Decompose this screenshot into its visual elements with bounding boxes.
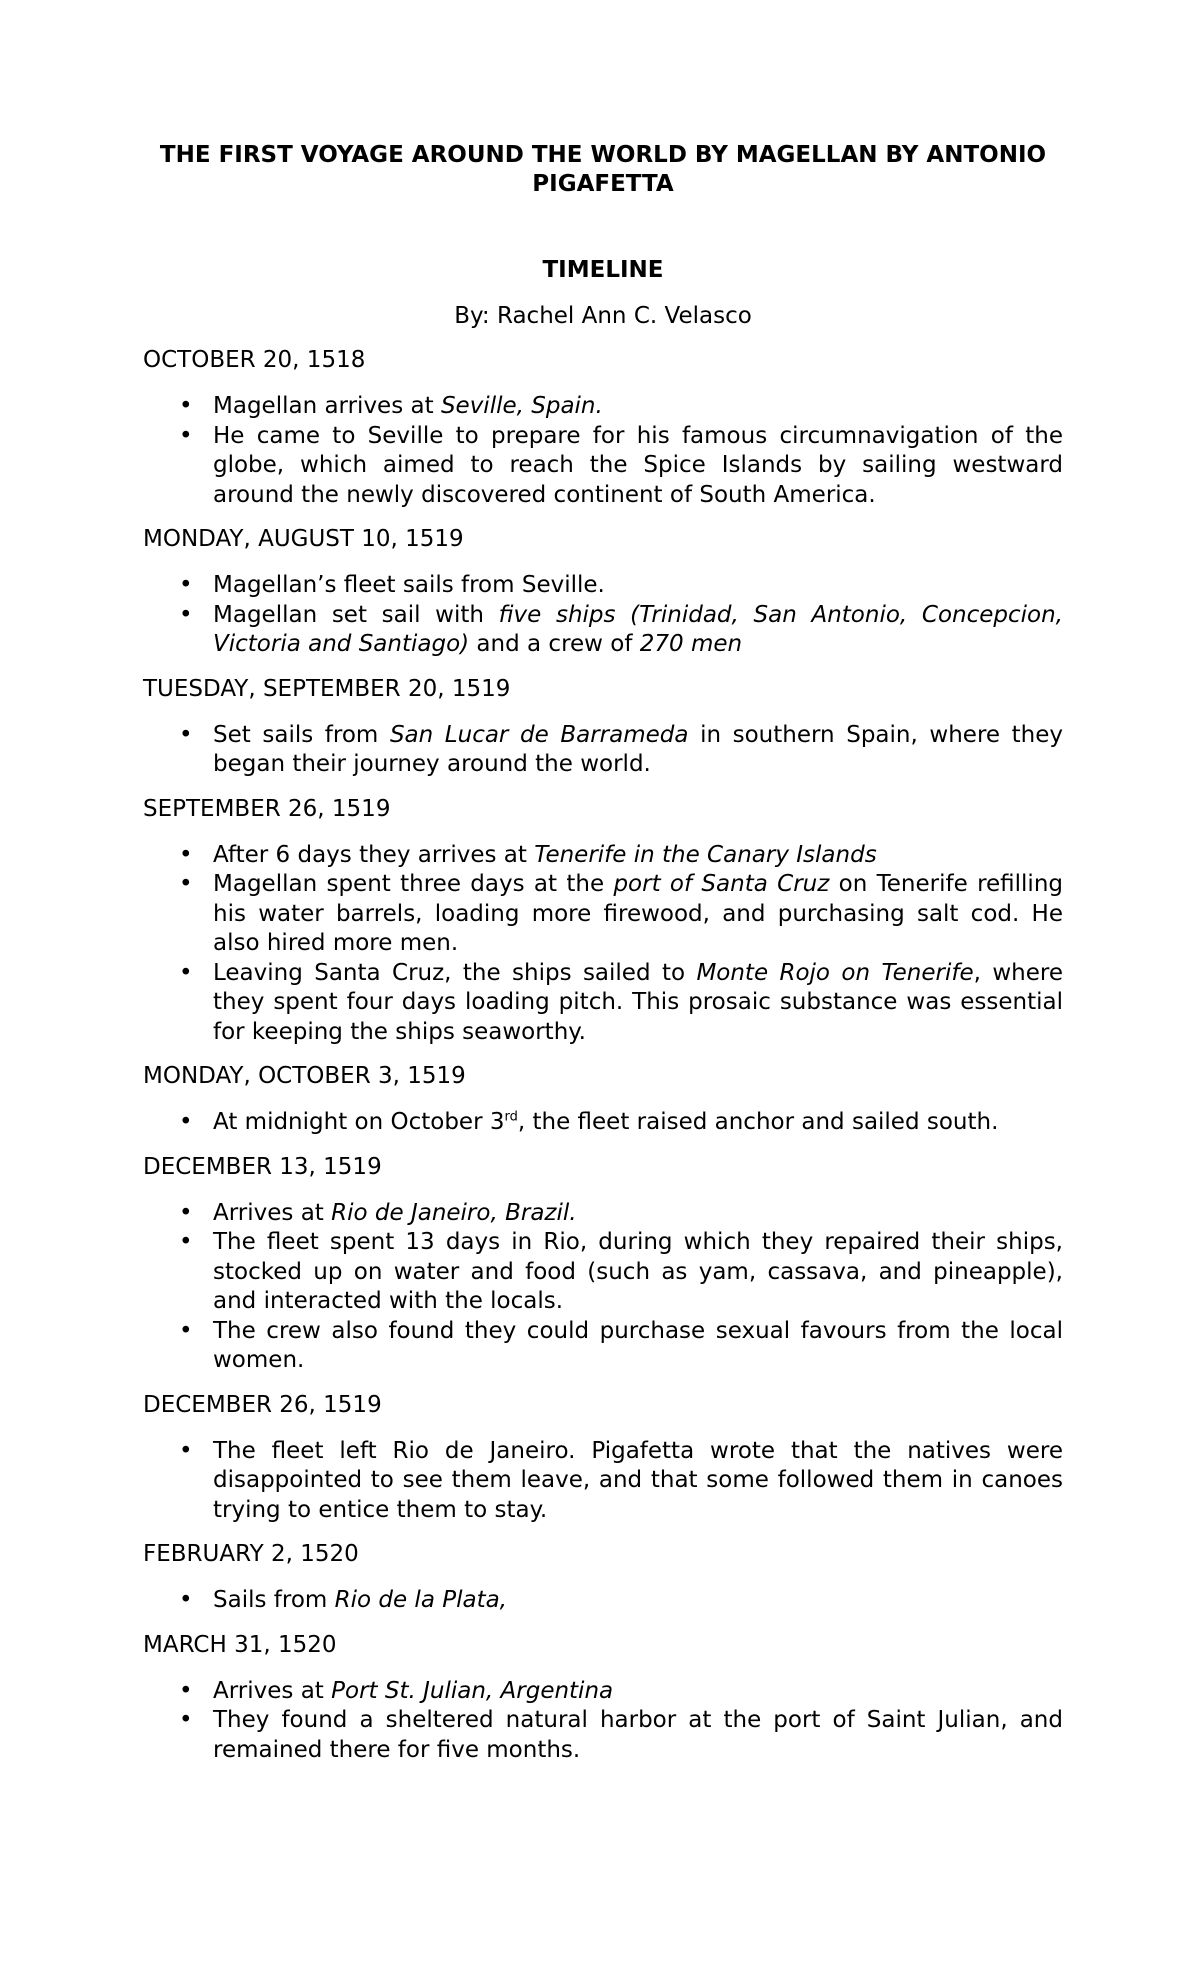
body-text: , the fleet raised anchor and sailed south. <box>517 1109 999 1135</box>
bullet-item <box>179 422 1063 511</box>
bullet-item <box>179 601 1063 660</box>
timeline-entry <box>143 1153 1063 1376</box>
body-text: Arrives at <box>213 1677 332 1704</box>
bullet-item <box>179 571 1063 601</box>
timeline-entry <box>143 1540 1063 1616</box>
bullet-list <box>143 1199 1063 1376</box>
timeline <box>143 346 1063 1765</box>
entry-date: DECEMBER 13, 1519 <box>143 1153 382 1180</box>
bullet-item <box>179 1586 1063 1616</box>
timeline-entry <box>143 675 1063 780</box>
italic-text: port of Santa Cruz <box>613 871 830 897</box>
bullet-icon: • <box>179 1229 193 1255</box>
bullet-item <box>179 392 1063 422</box>
bullet-list <box>143 1437 1063 1526</box>
timeline-entry <box>143 346 1063 510</box>
entry-date: OCTOBER 20, 1518 <box>143 347 366 373</box>
entry-date: SEPTEMBER 26, 1519 <box>143 795 391 822</box>
timeline-entry <box>143 1062 1063 1138</box>
body-text: Magellan arrives at <box>213 393 441 419</box>
italic-text: Port St. Julian, Argentina <box>331 1677 614 1704</box>
entry-date: TUESDAY, SEPTEMBER 20, 1519 <box>143 675 511 702</box>
bullet-list <box>143 571 1063 660</box>
body-text: After 6 days they arrives at <box>213 841 535 868</box>
bullet-item <box>179 1437 1063 1526</box>
body-text: , where they spent four days loading pitch. This prosaic substance was essential for keeping the ships seaworthy. <box>213 959 1063 1045</box>
body-text: They found a sheltered natural harbor at the port of Saint Julian, and remained there for five months. <box>213 1707 1063 1763</box>
bullet-item <box>179 1108 1063 1138</box>
body-text: and a crew of <box>469 631 640 657</box>
body-text: Leaving Santa Cruz, the ships sailed to <box>213 959 697 986</box>
body-text: Sails from <box>213 1587 335 1613</box>
body-text: Arrives at <box>213 1199 332 1226</box>
entry-date: MARCH 31, 1520 <box>143 1631 337 1658</box>
entry-date: MONDAY, AUGUST 10, 1519 <box>143 526 464 552</box>
body-text: The fleet left Rio de Janeiro. Pigafetta wrote that the natives were disappointed to see them leave, and that some followed them in canoes trying to entice them to stay. <box>213 1437 1063 1523</box>
bullet-list <box>143 721 1063 780</box>
timeline-entry <box>143 795 1063 1048</box>
bullet-item <box>179 841 1063 871</box>
body-text: He came to Seville to prepare for his famous circumnavigation of the globe, which aimed to reach the Spice Islands by sailing westward around the newly discovered continent of South America. <box>213 422 1063 508</box>
bullet-item <box>179 1199 1063 1229</box>
bullet-icon: • <box>179 1707 193 1733</box>
entry-date: DECEMBER 26, 1519 <box>143 1391 382 1418</box>
italic-text: Tenerife in the Canary Islands <box>534 841 877 868</box>
italic-text: Rio de la Plata, <box>334 1587 507 1613</box>
body-text: Magellan spent three days at the <box>213 871 614 897</box>
body-text: The fleet spent 13 days in Rio, during which they repaired their ships, stocked up on water and food (such as yam, cassava, and pineapple), and interacted with the locals. <box>213 1229 1063 1314</box>
body-text: The crew also found they could purchase sexual favours from the local women. <box>213 1317 1063 1373</box>
bullet-icon: • <box>179 572 193 598</box>
body-text: Set sails from <box>213 721 390 748</box>
body-text: on Tenerife refilling his water barrels, loading more firewood, and purchasing salt cod. He also hired more men. <box>213 871 1064 956</box>
body-text: in southern Spain, where they began their journey around the world. <box>213 721 1063 777</box>
timeline-heading: TIMELINE <box>542 257 664 283</box>
bullet-icon: • <box>179 1109 193 1135</box>
italic-text: Monte Rojo on Tenerife <box>696 959 974 986</box>
entry-date: MONDAY, OCTOBER 3, 1519 <box>143 1063 466 1089</box>
timeline-entry <box>143 1391 1063 1526</box>
bullet-icon: • <box>179 393 193 419</box>
bullet-icon: • <box>179 601 193 628</box>
timeline-entry <box>143 1631 1063 1766</box>
bullet-icon: • <box>179 721 193 748</box>
bullet-icon: • <box>179 1677 193 1704</box>
italic-text: Rio de Janeiro, Brazil. <box>331 1199 577 1226</box>
italic-text: Seville, Spain. <box>440 393 603 419</box>
bullet-icon: • <box>179 1587 193 1613</box>
author-byline: By: Rachel Ann C. Velasco <box>454 303 752 329</box>
superscript-text: rd <box>504 1109 518 1125</box>
entry-date: FEBRUARY 2, 1520 <box>143 1541 359 1567</box>
italic-text: five ships (Trinidad, San Antonio, Concepcion, Victoria and Santiago) <box>213 601 1063 657</box>
bullet-list <box>143 392 1063 510</box>
bullet-item <box>179 1228 1063 1317</box>
bullet-icon: • <box>179 841 193 868</box>
body-text: Magellan set sail with <box>213 601 499 628</box>
bullet-item <box>179 1706 1063 1765</box>
body-text: Magellan’s fleet sails from Seville. <box>213 572 605 598</box>
document-page <box>143 0 1063 1765</box>
bullet-list <box>143 1586 1063 1616</box>
italic-text: 270 men <box>639 631 743 657</box>
bullet-icon: • <box>179 1199 193 1226</box>
bullet-icon: • <box>179 1317 193 1344</box>
timeline-entry <box>143 525 1063 660</box>
bullet-item <box>179 959 1063 1048</box>
bullet-icon: • <box>179 422 193 449</box>
bullet-list <box>143 1108 1063 1138</box>
bullet-list <box>143 841 1063 1048</box>
bullet-item <box>179 1317 1063 1376</box>
bullet-item <box>179 1677 1063 1707</box>
bullet-icon: • <box>179 871 193 897</box>
bullet-icon: • <box>179 959 193 986</box>
italic-text: San Lucar de Barrameda <box>389 721 689 748</box>
bullet-list <box>143 1677 1063 1766</box>
document-title: THE FIRST VOYAGE AROUND THE WORLD BY MAGELLAN BY ANTONIO PIGAFETTA <box>159 142 1047 197</box>
bullet-item <box>179 870 1064 959</box>
bullet-icon: • <box>179 1437 193 1464</box>
body-text: At midnight on October 3 <box>213 1109 505 1135</box>
bullet-item <box>179 721 1063 780</box>
